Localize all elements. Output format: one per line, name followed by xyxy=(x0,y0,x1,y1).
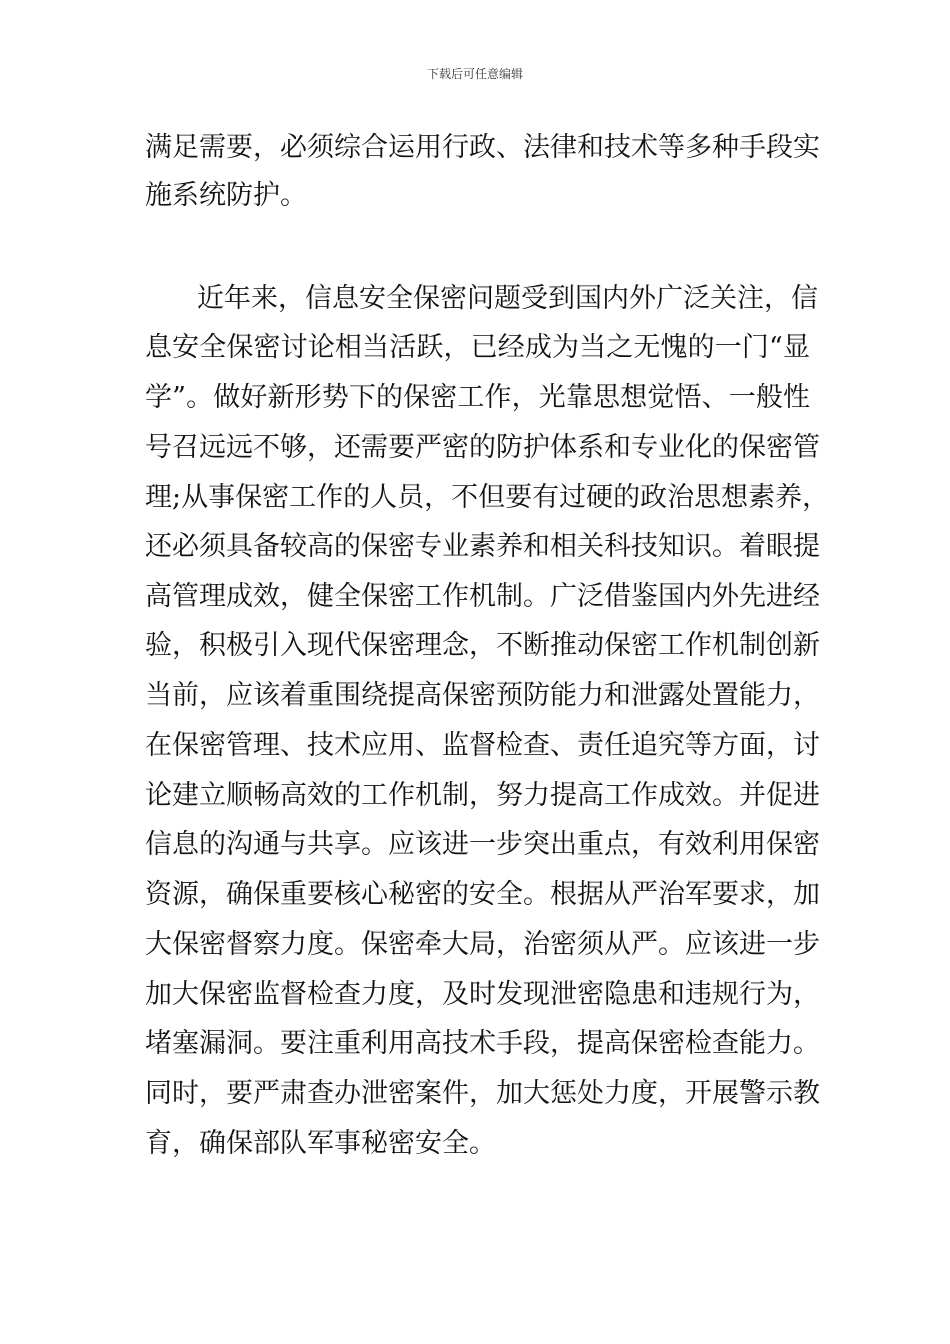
paragraph-2-line-13: 资源，确保重要核心秘密的安全。根据从严治军要求，加 xyxy=(145,879,820,910)
paragraph-2-line-2: 息安全保密讨论相当活跃，已经成为当之无愧的一门“显 xyxy=(145,332,810,363)
paragraph-2-line-10: 在保密管理、技术应用、监督检查、责任追究等方面，讨 xyxy=(145,730,820,761)
paragraph-2-line-3: 学”。做好新形势下的保密工作，光靠思想觉悟、一般性 xyxy=(145,382,810,413)
paragraph-2-line-16: 堵塞漏洞。要注重利用高技术手段，提高保密检查能力。 xyxy=(145,1028,820,1059)
paragraph-2-line-6: 还必须具备较高的保密专业素养和相关科技知识。着眼提 xyxy=(145,531,820,562)
paragraph-1-line-1: 满足需要，必须综合运用行政、法律和技术等多种手段实 xyxy=(145,132,820,163)
paragraph-2-line-15: 加大保密监督检查力度，及时发现泄密隐患和违规行为， xyxy=(145,979,820,1010)
paragraph-2-line-1: 近年来，信息安全保密问题受到国内外广泛关注，信 xyxy=(197,283,818,314)
paragraph-1-line-2: 施系统防护。 xyxy=(145,180,307,211)
paragraph-2-line-4: 号召远远不够，还需要严密的防护体系和专业化的保密管 xyxy=(145,432,820,463)
paragraph-2-line-5: 理;从事保密工作的人员，不但要有过硬的政治思想素养， xyxy=(145,482,830,513)
paragraph-2-line-8: 验，积极引入现代保密理念，不断推动保密工作机制创新 xyxy=(145,630,820,661)
paragraph-2-line-11: 论建立顺畅高效的工作机制，努力提高工作成效。并促进 xyxy=(145,780,820,811)
paragraph-2-line-17: 同时，要严肃查办泄密案件，加大惩处力度，开展警示教 xyxy=(145,1078,820,1109)
paragraph-2-line-9: 当前，应该着重围绕提高保密预防能力和泄露处置能力， xyxy=(145,680,820,711)
paragraph-2-line-12: 信息的沟通与共享。应该进一步突出重点，有效利用保密 xyxy=(145,829,820,860)
paragraph-2-line-18: 育，确保部队军事秘密安全。 xyxy=(145,1128,496,1159)
paragraph-2-line-14: 大保密督察力度。保密牵大局，治密须从严。应该进一步 xyxy=(145,929,820,960)
page-header: 下载后可任意编辑 xyxy=(426,67,523,81)
paragraph-2-line-7: 高管理成效，健全保密工作机制。广泛借鉴国内外先进经 xyxy=(145,581,820,612)
